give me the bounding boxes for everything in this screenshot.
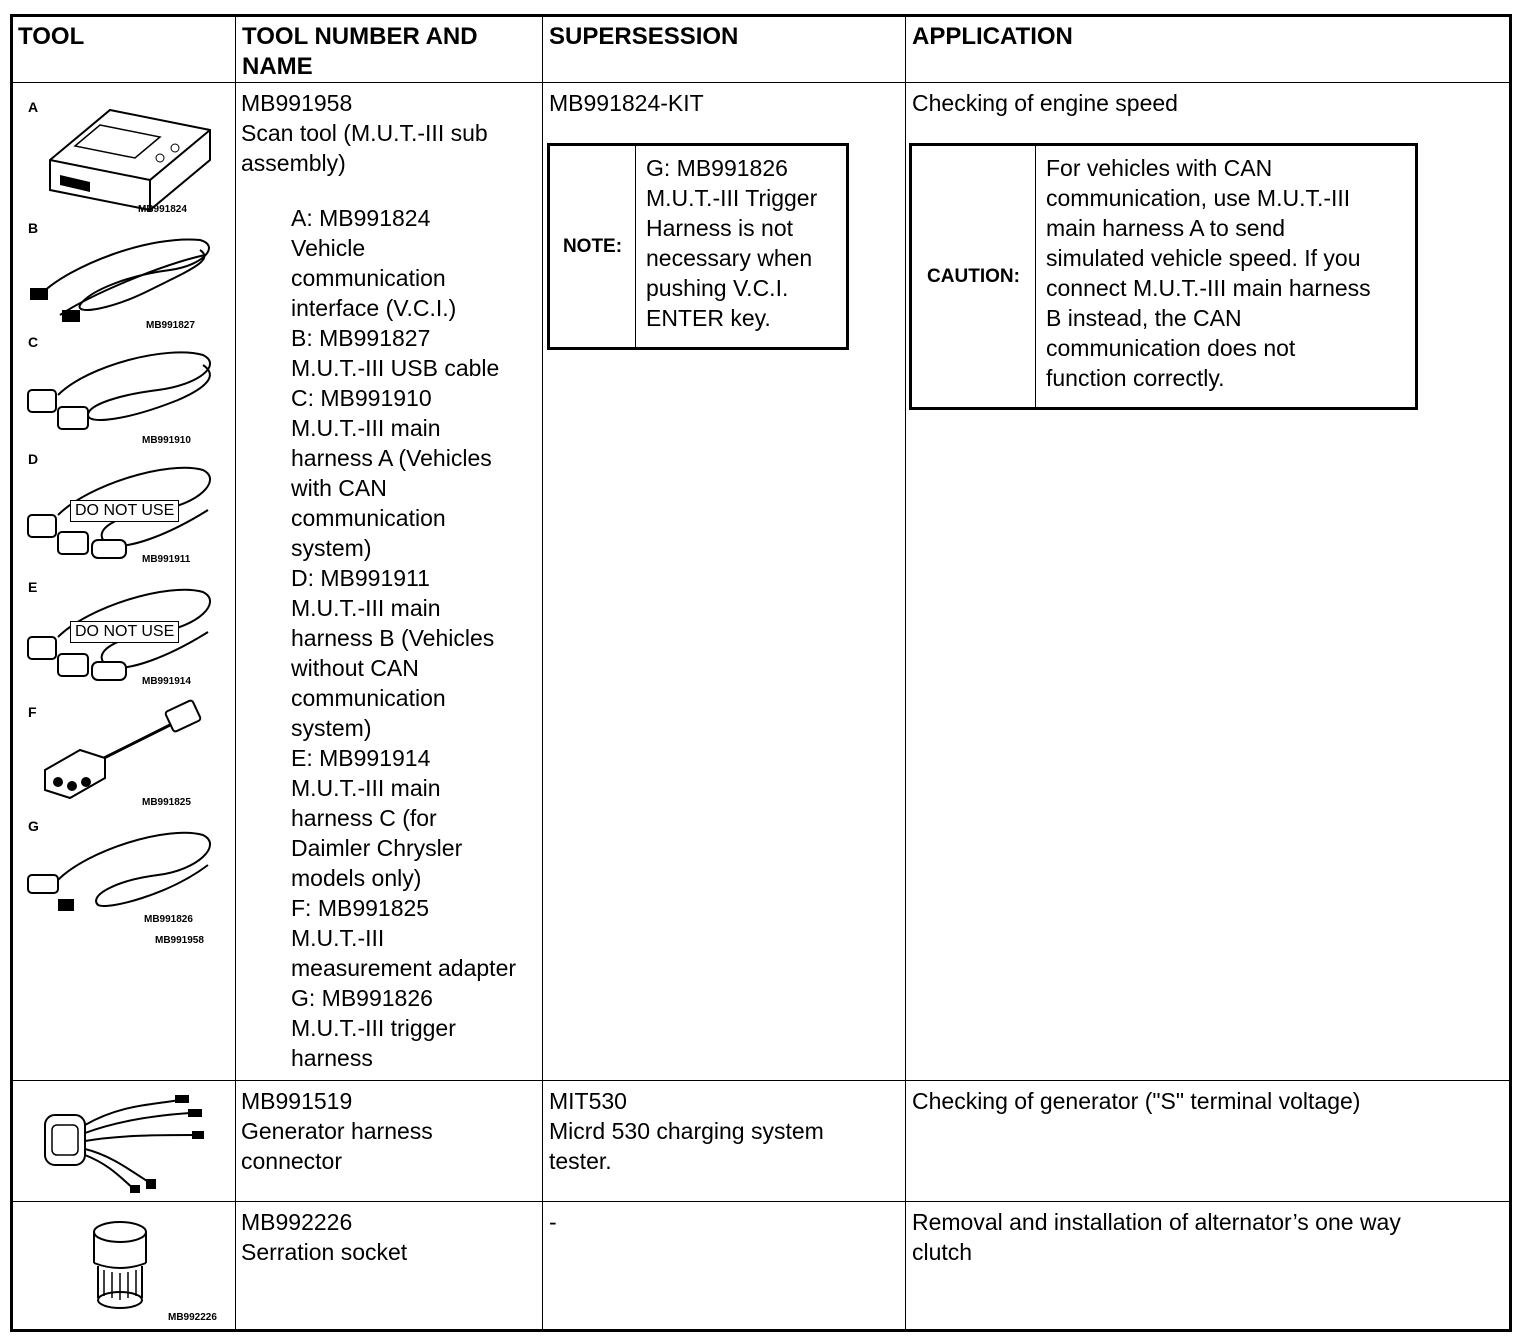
- component-line: harness B (Vehicles: [291, 625, 495, 651]
- column-divider-1: [235, 17, 236, 1329]
- row1-tool-number-line-1: MB991958: [241, 90, 353, 116]
- row2-application: Checking of generator ("S" terminal voltage): [912, 1088, 1361, 1114]
- row3-application-line-2: clutch: [912, 1239, 973, 1265]
- illustration-label-b: B: [28, 220, 39, 236]
- component-line: D: MB991911: [291, 565, 430, 591]
- header-tool-number-line-1: TOOL NUMBER AND: [242, 23, 478, 50]
- row1-tool-number-line-2: Scan tool (M.U.T.-III sub: [241, 120, 488, 146]
- part-number-scan-tool: MB991958: [155, 935, 204, 946]
- row2-supersession-line-3: tester.: [549, 1148, 612, 1174]
- row1-tool-number-line-3: assembly): [241, 150, 346, 176]
- do-not-use-label-d: DO NOT USE: [70, 500, 179, 522]
- note-text-line: G: MB991826: [646, 155, 788, 181]
- component-line: M.U.T.-III main: [291, 415, 441, 441]
- caution-box: [909, 143, 1418, 410]
- note-text-line: M.U.T.-III Trigger: [646, 185, 818, 211]
- do-not-use-label-e: DO NOT USE: [70, 621, 179, 643]
- serration-socket-icon: [90, 1218, 200, 1318]
- component-line: harness A (Vehicles: [291, 445, 492, 471]
- part-number-b: MB991827: [146, 320, 195, 331]
- row1-application: Checking of engine speed: [912, 90, 1178, 116]
- part-number-g: MB991826: [144, 914, 193, 925]
- caution-text-line: simulated vehicle speed. If you: [1046, 245, 1361, 271]
- main-harness-a-icon: [28, 345, 218, 435]
- header-tool: TOOL: [18, 23, 85, 50]
- row-divider-1: [13, 1080, 1509, 1081]
- component-line: M.U.T.-III USB cable: [291, 355, 500, 381]
- component-line: Daimler Chrysler: [291, 835, 463, 861]
- caution-text-line: For vehicles with CAN: [1046, 155, 1273, 181]
- row3-application-line-1: Removal and installation of alternator’s one way: [912, 1209, 1401, 1235]
- row3-supersession: -: [549, 1209, 557, 1235]
- component-line: A: MB991824: [291, 205, 431, 231]
- component-line: harness: [291, 1045, 373, 1071]
- row1-component-list: [291, 203, 516, 1073]
- part-number-serration-socket: MB992226: [168, 1312, 217, 1323]
- component-line: measurement adapter: [291, 955, 517, 981]
- component-line: without CAN: [291, 655, 419, 681]
- row3-tool-number: [241, 1207, 407, 1267]
- caution-text-line: communication does not: [1046, 335, 1296, 361]
- note-box: [547, 143, 849, 350]
- header-supersession: SUPERSESSION: [549, 23, 739, 50]
- component-line: M.U.T.-III: [291, 925, 385, 951]
- row2-supersession-line-1: MIT530: [549, 1088, 627, 1114]
- caution-text-line: connect M.U.T.-III main harness: [1046, 275, 1371, 301]
- note-label: NOTE:: [550, 146, 636, 347]
- part-number-e: MB991914: [142, 676, 191, 687]
- header-tool-number: [242, 22, 478, 82]
- caution-text: [1046, 153, 1371, 393]
- illustration-label-a: A: [28, 99, 39, 115]
- component-line: harness C (for: [291, 805, 437, 831]
- caution-text-line: B instead, the CAN: [1046, 305, 1242, 331]
- illustration-label-g: G: [28, 818, 39, 834]
- component-line: communication: [291, 685, 446, 711]
- row2-supersession: [549, 1086, 824, 1176]
- component-line: Vehicle: [291, 235, 366, 261]
- row-divider-2: [13, 1201, 1509, 1202]
- row2-tool-number: [241, 1086, 433, 1176]
- row1-supersession: MB991824-KIT: [549, 90, 704, 116]
- note-text-line: pushing V.C.I.: [646, 275, 789, 301]
- component-line: G: MB991826: [291, 985, 433, 1011]
- component-line: C: MB991910: [291, 385, 432, 411]
- note-text-line: ENTER key.: [646, 305, 771, 331]
- row2-tool-number-line-1: MB991519: [241, 1088, 353, 1114]
- row2-tool-number-line-3: connector: [241, 1148, 343, 1174]
- illustration-label-d: D: [28, 451, 39, 467]
- generator-harness-connector-icon: [40, 1095, 205, 1190]
- illustration-label-c: C: [28, 334, 39, 350]
- part-number-c: MB991910: [142, 435, 191, 446]
- component-line: system): [291, 535, 372, 561]
- column-divider-3: [905, 17, 906, 1329]
- component-line: E: MB991914: [291, 745, 431, 771]
- header-application: APPLICATION: [912, 23, 1073, 50]
- row3-tool-number-line-1: MB992226: [241, 1209, 353, 1235]
- measurement-adapter-icon: [40, 700, 205, 800]
- vci-device-icon: [40, 100, 220, 215]
- trigger-harness-icon: [28, 825, 218, 920]
- component-line: M.U.T.-III main: [291, 775, 441, 801]
- component-line: interface (V.C.I.): [291, 295, 457, 321]
- component-line: communication: [291, 265, 446, 291]
- row1-tool-number: [241, 88, 488, 178]
- component-line: B: MB991827: [291, 325, 431, 351]
- caution-label: CAUTION:: [912, 146, 1036, 407]
- part-number-f: MB991825: [142, 797, 191, 808]
- component-line: system): [291, 715, 372, 741]
- row3-application: [912, 1207, 1401, 1267]
- component-line: F: MB991825: [291, 895, 430, 921]
- row3-tool-number-line-2: Serration socket: [241, 1239, 408, 1265]
- caution-text-line: main harness A to send: [1046, 215, 1286, 241]
- note-text-line: necessary when: [646, 245, 813, 271]
- part-number-d: MB991911: [142, 554, 191, 565]
- note-text-line: Harness is not: [646, 215, 794, 241]
- illustration-label-e: E: [28, 579, 38, 595]
- note-text: [646, 153, 817, 333]
- caution-text-line: function correctly.: [1046, 365, 1225, 391]
- part-number-a: MB991824: [138, 204, 187, 215]
- row2-tool-number-line-2: Generator harness: [241, 1118, 433, 1144]
- caution-text-line: communication, use M.U.T.-III: [1046, 185, 1351, 211]
- usb-cable-icon: [30, 225, 215, 325]
- component-line: communication: [291, 505, 446, 531]
- component-line: with CAN: [291, 475, 387, 501]
- component-line: M.U.T.-III trigger: [291, 1015, 456, 1041]
- illustration-label-f: F: [28, 704, 37, 720]
- column-divider-2: [542, 17, 543, 1329]
- component-line: M.U.T.-III main: [291, 595, 441, 621]
- header-divider: [13, 82, 1509, 83]
- component-line: models only): [291, 865, 422, 891]
- row2-supersession-line-2: Micrd 530 charging system: [549, 1118, 824, 1144]
- header-tool-number-line-2: NAME: [242, 53, 313, 80]
